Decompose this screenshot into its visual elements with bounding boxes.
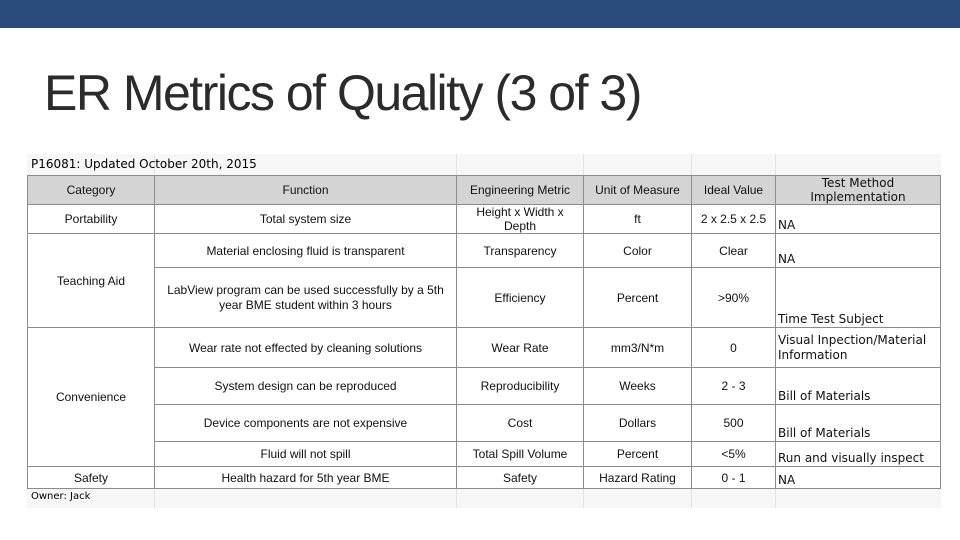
function-cell: LabView program can be used successfully by a 5th year BME student within 3 hours xyxy=(155,268,457,328)
table-row xyxy=(28,205,941,234)
table-row xyxy=(28,467,941,489)
test-method-cell: Run and visually inspect xyxy=(776,442,941,467)
metric-cell: Height x Width x Depth xyxy=(457,205,584,234)
col-header-category: Category xyxy=(28,176,155,205)
unit-cell: Percent xyxy=(584,268,692,328)
ideal-value-cell: >90% xyxy=(692,268,776,328)
ideal-value-cell: 500 xyxy=(692,405,776,442)
update-note: P16081: Updated October 20th, 2015 xyxy=(31,157,257,171)
table-row xyxy=(28,234,941,268)
table-row xyxy=(28,405,941,442)
table-row xyxy=(28,442,941,467)
ideal-value-cell: 0 xyxy=(692,328,776,368)
test-method-cell: Bill of Materials xyxy=(776,405,941,442)
test-method-cell: Time Test Subject xyxy=(776,268,941,328)
ideal-value-cell: 2 - 3 xyxy=(692,368,776,405)
function-cell: Material enclosing fluid is transparent xyxy=(155,234,457,268)
unit-cell: Weeks xyxy=(584,368,692,405)
test-method-cell: NA xyxy=(776,467,941,489)
function-cell: Fluid will not spill xyxy=(155,442,457,467)
unit-cell: Color xyxy=(584,234,692,268)
table-row xyxy=(28,328,941,368)
header-row xyxy=(28,176,941,205)
metric-cell: Wear Rate xyxy=(457,328,584,368)
col-header-ideal: Ideal Value xyxy=(692,176,776,205)
slide-title: ER Metrics of Quality (3 of 3) xyxy=(44,65,641,121)
spreadsheet-image xyxy=(27,154,941,508)
function-cell: Total system size xyxy=(155,205,457,234)
category-cell: Convenience xyxy=(28,328,155,467)
col-header-metric: Engineering Metric xyxy=(457,176,584,205)
table-row xyxy=(28,268,941,328)
metric-cell: Cost xyxy=(457,405,584,442)
ideal-value-cell: Clear xyxy=(692,234,776,268)
ideal-value-cell: <5% xyxy=(692,442,776,467)
function-cell: Wear rate not effected by cleaning solutions xyxy=(155,328,457,368)
ideal-value-cell: 0 - 1 xyxy=(692,467,776,489)
unit-cell: ft xyxy=(584,205,692,234)
col-header-test-method: Test Method Implementation xyxy=(776,176,941,205)
function-cell: Device components are not expensive xyxy=(155,405,457,442)
unit-cell: Dollars xyxy=(584,405,692,442)
unit-cell: mm3/N*m xyxy=(584,328,692,368)
test-method-cell: Visual Inpection/Material Information xyxy=(776,328,941,368)
metric-cell: Reproducibility xyxy=(457,368,584,405)
unit-cell: Hazard Rating xyxy=(584,467,692,489)
test-method-cell: Bill of Materials xyxy=(776,368,941,405)
top-banner xyxy=(0,0,960,28)
category-cell: Safety xyxy=(28,467,155,489)
metric-cell: Total Spill Volume xyxy=(457,442,584,467)
category-cell: Teaching Aid xyxy=(28,234,155,328)
metric-cell: Safety xyxy=(457,467,584,489)
table-row xyxy=(28,368,941,405)
col-header-function: Function xyxy=(155,176,457,205)
col-header-unit: Unit of Measure xyxy=(584,176,692,205)
metric-cell: Efficiency xyxy=(457,268,584,328)
function-cell: Health hazard for 5th year BME xyxy=(155,467,457,489)
category-cell: Portability xyxy=(28,205,155,234)
metric-cell: Transparency xyxy=(457,234,584,268)
test-method-cell: NA xyxy=(776,205,941,234)
test-method-cell: NA xyxy=(776,234,941,268)
unit-cell: Percent xyxy=(584,442,692,467)
function-cell: System design can be reproduced xyxy=(155,368,457,405)
metrics-table xyxy=(27,175,941,489)
ideal-value-cell: 2 x 2.5 x 2.5 xyxy=(692,205,776,234)
owner-note: Owner: Jack xyxy=(31,491,91,502)
